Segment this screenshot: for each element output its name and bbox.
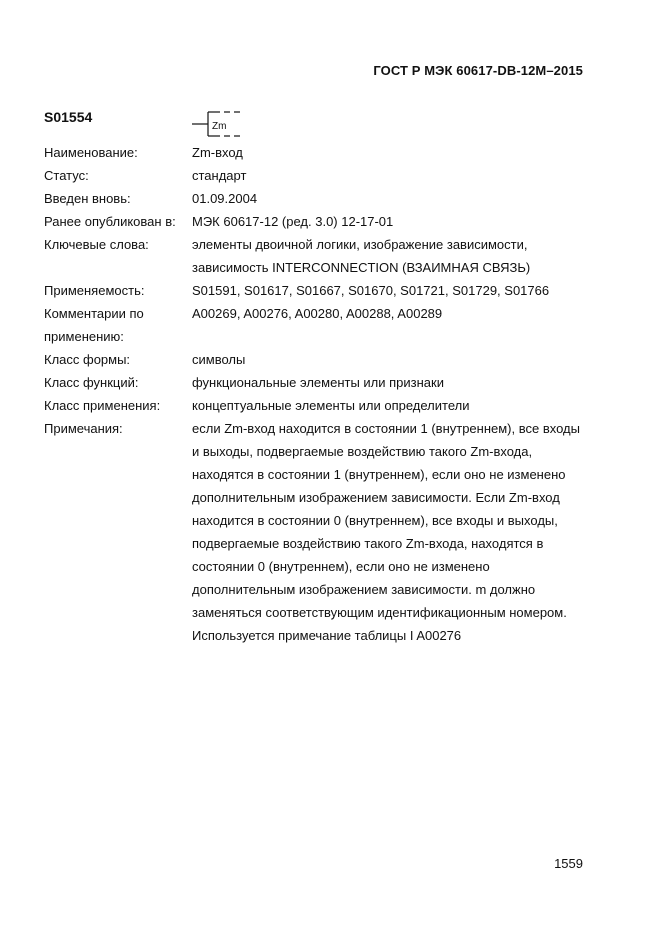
notes-line: находится в состоянии 0 (внутреннем), все входы и выходы, bbox=[192, 513, 558, 528]
name-label: Наименование: bbox=[44, 145, 138, 160]
published-value: МЭК 60617-12 (ред. 3.0) 12-17-01 bbox=[192, 214, 394, 229]
function-class-value: функциональные элементы или признаки bbox=[192, 375, 444, 390]
application-class-label: Класс применения: bbox=[44, 398, 161, 413]
notes-line: Используется примечание таблицы I A00276 bbox=[192, 628, 462, 643]
form-class-label: Класс формы: bbox=[44, 352, 131, 367]
comments-label-line-2: применению: bbox=[44, 329, 124, 344]
notes-line: дополнительным изображением зависимости. Если Zm-вход bbox=[192, 490, 560, 505]
application-class-value: концептуальные элементы или определители bbox=[192, 398, 470, 413]
status-value: стандарт bbox=[192, 168, 247, 183]
applicability-value: S01591, S01617, S01667, S01670, S01721, S01729, S01766 bbox=[192, 283, 550, 298]
keywords-line-1: элементы двоичной логики, изображение зависимости, bbox=[192, 237, 528, 252]
notes-line: состоянии 0 (внутреннем), если оно не изменено bbox=[192, 559, 490, 574]
form-class-value: символы bbox=[192, 352, 246, 367]
function-class-label: Класс функций: bbox=[44, 375, 139, 390]
name-value: Zm-вход bbox=[192, 145, 243, 160]
page-number: 1559 bbox=[554, 856, 583, 871]
introduced-label: Введен вновь: bbox=[44, 191, 131, 206]
applicability-label: Применяемость: bbox=[44, 283, 145, 298]
status-label: Статус: bbox=[44, 168, 89, 183]
keywords-label: Ключевые слова: bbox=[44, 237, 149, 252]
comments-label-line-1: Комментарии по bbox=[44, 306, 144, 321]
symbol-text: Zm bbox=[212, 121, 227, 132]
notes-line: находятся в состоянии 1 (внутреннем), если оно не изменено bbox=[192, 467, 566, 482]
keywords-line-2: зависимость INTERCONNECTION (ВЗАИМНАЯ СВЯЗЬ) bbox=[192, 260, 531, 275]
notes-line: и выходы, подвергаемые воздействию такого Zm-входа, bbox=[192, 444, 533, 459]
symbol-code: S01554 bbox=[44, 109, 93, 125]
introduced-value: 01.09.2004 bbox=[192, 191, 258, 206]
zm-input-symbol-icon bbox=[192, 106, 252, 140]
published-label: Ранее опубликован в: bbox=[44, 214, 176, 229]
comments-value: A00269, A00276, A00280, A00288, A00289 bbox=[192, 306, 443, 321]
notes-line: заменяться соответствующим идентификационным номером. bbox=[192, 605, 567, 620]
notes-line: дополнительным изображением зависимости. m должно bbox=[192, 582, 536, 597]
document-header: ГОСТ Р МЭК 60617-DB-12M–2015 bbox=[373, 63, 583, 78]
notes-label: Примечания: bbox=[44, 421, 123, 436]
notes-line: подвергаемые воздействию такого Zm-входа, находятся в bbox=[192, 536, 544, 551]
notes-line: если Zm-вход находится в состоянии 1 (внутреннем), все входы bbox=[192, 421, 580, 436]
